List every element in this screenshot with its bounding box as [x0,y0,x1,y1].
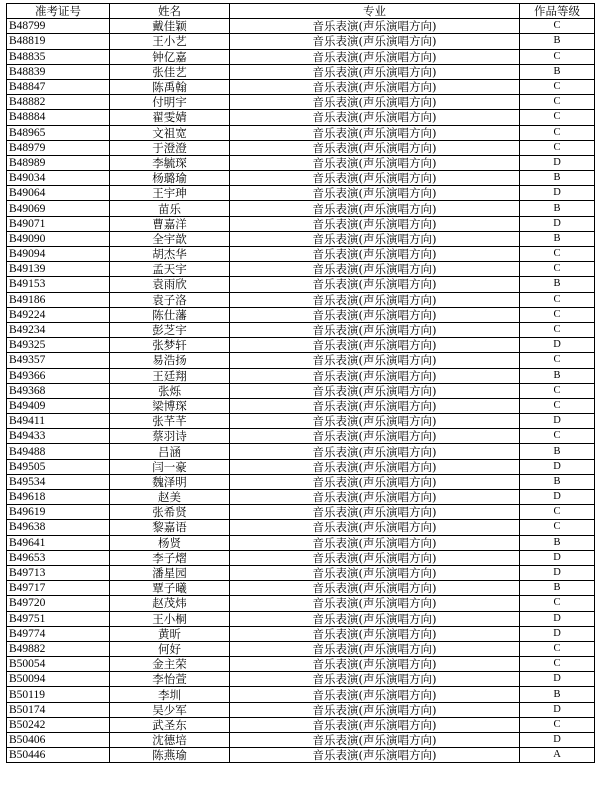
grade-cell: C [520,140,595,155]
exam-id-cell: B48989 [7,155,110,170]
major-cell: 音乐表演(声乐演唱方向) [230,292,520,307]
exam-id-cell: B49224 [7,307,110,322]
table-row [7,596,595,611]
table-row [7,672,595,687]
exam-id-cell: B48884 [7,110,110,125]
table-row [7,581,595,596]
name-cell: 吴少军 [110,702,230,717]
table-row [7,231,595,246]
exam-id-cell: B49069 [7,201,110,216]
name-cell: 魏泽明 [110,474,230,489]
exam-id-cell: B49090 [7,231,110,246]
grade-cell: C [520,79,595,94]
name-cell: 武圣东 [110,717,230,732]
exam-id-cell: B49882 [7,641,110,656]
exam-id-cell: B49325 [7,338,110,353]
table-row [7,19,595,34]
grade-cell: C [520,429,595,444]
major-cell: 音乐表演(声乐演唱方向) [230,581,520,596]
header-exam-id: 准考证号 [7,4,110,19]
exam-id-cell: B49534 [7,474,110,489]
name-cell: 王小艺 [110,34,230,49]
major-cell: 音乐表演(声乐演唱方向) [230,687,520,702]
major-cell: 音乐表演(声乐演唱方向) [230,262,520,277]
major-cell: 音乐表演(声乐演唱方向) [230,201,520,216]
header-row [7,4,595,19]
exam-id-cell: B49064 [7,186,110,201]
grade-cell: B [520,171,595,186]
table-row [7,171,595,186]
grade-cell: D [520,626,595,641]
exam-id-cell: B49713 [7,565,110,580]
exam-id-cell: B49411 [7,414,110,429]
major-cell: 音乐表演(声乐演唱方向) [230,565,520,580]
major-cell: 音乐表演(声乐演唱方向) [230,459,520,474]
major-cell: 音乐表演(声乐演唱方向) [230,64,520,79]
major-cell: 音乐表演(声乐演唱方向) [230,702,520,717]
table-row [7,474,595,489]
table-row [7,155,595,170]
grade-cell: B [520,64,595,79]
name-cell: 袁子洛 [110,292,230,307]
name-cell: 何好 [110,641,230,656]
major-cell: 音乐表演(声乐演唱方向) [230,338,520,353]
table-row [7,429,595,444]
results-table [6,3,595,763]
grade-cell: B [520,231,595,246]
major-cell: 音乐表演(声乐演唱方向) [230,49,520,64]
table-row [7,125,595,140]
table-row [7,368,595,383]
major-cell: 音乐表演(声乐演唱方向) [230,672,520,687]
exam-id-cell: B48847 [7,79,110,94]
table-row [7,353,595,368]
name-cell: 李毓琛 [110,155,230,170]
name-cell: 彭芝宇 [110,322,230,337]
major-cell: 音乐表演(声乐演唱方向) [230,307,520,322]
name-cell: 翟雯婧 [110,110,230,125]
name-cell: 赵美 [110,490,230,505]
major-cell: 音乐表演(声乐演唱方向) [230,155,520,170]
major-cell: 音乐表演(声乐演唱方向) [230,611,520,626]
major-cell: 音乐表演(声乐演唱方向) [230,748,520,763]
exam-id-cell: B49139 [7,262,110,277]
header-major: 专业 [230,4,520,19]
name-cell: 全宇歆 [110,231,230,246]
header-name: 姓名 [110,4,230,19]
exam-id-cell: B50406 [7,733,110,748]
table-row [7,611,595,626]
exam-id-cell: B49638 [7,520,110,535]
table-row [7,550,595,565]
major-cell: 音乐表演(声乐演唱方向) [230,353,520,368]
grade-cell: C [520,353,595,368]
grade-cell: D [520,733,595,748]
table-row [7,702,595,717]
name-cell: 覃子曦 [110,581,230,596]
grade-cell: D [520,672,595,687]
table-row [7,657,595,672]
name-cell: 李子熠 [110,550,230,565]
table-row [7,641,595,656]
major-cell: 音乐表演(声乐演唱方向) [230,641,520,656]
exam-id-cell: B50446 [7,748,110,763]
exam-id-cell: B49153 [7,277,110,292]
table-row [7,717,595,732]
major-cell: 音乐表演(声乐演唱方向) [230,550,520,565]
table-row [7,626,595,641]
name-cell: 张烁 [110,383,230,398]
name-cell: 陈仕藩 [110,307,230,322]
header-grade: 作品等级 [520,4,595,19]
exam-id-cell: B49368 [7,383,110,398]
major-cell: 音乐表演(声乐演唱方向) [230,186,520,201]
table-row [7,201,595,216]
grade-cell: C [520,19,595,34]
name-cell: 杨贤 [110,535,230,550]
table-row [7,247,595,262]
exam-id-cell: B49433 [7,429,110,444]
exam-id-cell: B49774 [7,626,110,641]
name-cell: 王宇珅 [110,186,230,201]
major-cell: 音乐表演(声乐演唱方向) [230,140,520,155]
exam-id-cell: B49653 [7,550,110,565]
exam-id-cell: B48799 [7,19,110,34]
exam-id-cell: B49488 [7,444,110,459]
table-row [7,262,595,277]
exam-id-cell: B48965 [7,125,110,140]
grade-cell: B [520,444,595,459]
grade-cell: D [520,611,595,626]
major-cell: 音乐表演(声乐演唱方向) [230,717,520,732]
grade-cell: D [520,216,595,231]
name-cell: 蔡羽诗 [110,429,230,444]
grade-cell: C [520,657,595,672]
table-row [7,34,595,49]
grade-cell: D [520,490,595,505]
major-cell: 音乐表演(声乐演唱方向) [230,95,520,110]
name-cell: 张芊芊 [110,414,230,429]
major-cell: 音乐表演(声乐演唱方向) [230,216,520,231]
major-cell: 音乐表演(声乐演唱方向) [230,474,520,489]
name-cell: 梁博琛 [110,398,230,413]
major-cell: 音乐表演(声乐演唱方向) [230,444,520,459]
exam-id-cell: B49094 [7,247,110,262]
name-cell: 沈德培 [110,733,230,748]
table-row [7,140,595,155]
exam-id-cell: B49366 [7,368,110,383]
table-row [7,414,595,429]
exam-id-cell: B49234 [7,322,110,337]
grade-cell: C [520,596,595,611]
name-cell: 付明宇 [110,95,230,110]
name-cell: 于澄澄 [110,140,230,155]
grade-cell: C [520,505,595,520]
table-row [7,748,595,763]
grade-cell: D [520,702,595,717]
name-cell: 苗乐 [110,201,230,216]
name-cell: 文祖宽 [110,125,230,140]
grade-cell: D [520,186,595,201]
exam-id-cell: B49717 [7,581,110,596]
major-cell: 音乐表演(声乐演唱方向) [230,19,520,34]
table-body [7,19,595,763]
table-row [7,49,595,64]
name-cell: 杨璐瑜 [110,171,230,186]
name-cell: 闫一豪 [110,459,230,474]
exam-id-cell: B49505 [7,459,110,474]
exam-id-cell: B50174 [7,702,110,717]
exam-id-cell: B49641 [7,535,110,550]
table-row [7,459,595,474]
name-cell: 王小桐 [110,611,230,626]
exam-id-cell: B50054 [7,657,110,672]
major-cell: 音乐表演(声乐演唱方向) [230,657,520,672]
table-row [7,444,595,459]
table-row [7,383,595,398]
grade-cell: B [520,277,595,292]
grade-cell: A [520,748,595,763]
grade-cell: C [520,247,595,262]
table-row [7,277,595,292]
exam-id-cell: B49619 [7,505,110,520]
grade-cell: C [520,110,595,125]
major-cell: 音乐表演(声乐演唱方向) [230,520,520,535]
grade-cell: C [520,262,595,277]
name-cell: 潘星园 [110,565,230,580]
exam-id-cell: B48839 [7,64,110,79]
grade-cell: D [520,155,595,170]
table-row [7,733,595,748]
grade-cell: B [520,474,595,489]
major-cell: 音乐表演(声乐演唱方向) [230,368,520,383]
table-row [7,505,595,520]
table-header [7,4,595,19]
grade-cell: B [520,368,595,383]
exam-id-cell: B50119 [7,687,110,702]
grade-cell: D [520,338,595,353]
grade-cell: D [520,414,595,429]
name-cell: 张梦轩 [110,338,230,353]
major-cell: 音乐表演(声乐演唱方向) [230,171,520,186]
grade-cell: B [520,581,595,596]
table-row [7,79,595,94]
grade-cell: B [520,535,595,550]
grade-cell: C [520,717,595,732]
major-cell: 音乐表演(声乐演唱方向) [230,429,520,444]
exam-id-cell: B48979 [7,140,110,155]
exam-id-cell: B50094 [7,672,110,687]
table-row [7,216,595,231]
exam-id-cell: B49034 [7,171,110,186]
exam-id-cell: B49720 [7,596,110,611]
name-cell: 陈禹翰 [110,79,230,94]
table-row [7,95,595,110]
name-cell: 易浩扬 [110,353,230,368]
name-cell: 黄昕 [110,626,230,641]
major-cell: 音乐表演(声乐演唱方向) [230,490,520,505]
table-row [7,398,595,413]
grade-cell: D [520,565,595,580]
major-cell: 音乐表演(声乐演唱方向) [230,247,520,262]
name-cell: 张佳艺 [110,64,230,79]
exam-id-cell: B48835 [7,49,110,64]
name-cell: 钟亿嘉 [110,49,230,64]
major-cell: 音乐表演(声乐演唱方向) [230,398,520,413]
exam-id-cell: B49618 [7,490,110,505]
grade-cell: B [520,687,595,702]
table-row [7,292,595,307]
major-cell: 音乐表演(声乐演唱方向) [230,733,520,748]
major-cell: 音乐表演(声乐演唱方向) [230,125,520,140]
name-cell: 戴佳颖 [110,19,230,34]
table-row [7,490,595,505]
major-cell: 音乐表演(声乐演唱方向) [230,110,520,125]
name-cell: 黎嘉语 [110,520,230,535]
table-row [7,535,595,550]
major-cell: 音乐表演(声乐演唱方向) [230,383,520,398]
table-row [7,565,595,580]
grade-cell: C [520,398,595,413]
grade-cell: C [520,383,595,398]
table-row [7,186,595,201]
major-cell: 音乐表演(声乐演唱方向) [230,414,520,429]
grade-cell: B [520,34,595,49]
exam-id-cell: B49409 [7,398,110,413]
table-row [7,110,595,125]
name-cell: 金主荣 [110,657,230,672]
name-cell: 李怡萱 [110,672,230,687]
exam-id-cell: B50242 [7,717,110,732]
major-cell: 音乐表演(声乐演唱方向) [230,277,520,292]
name-cell: 曹嘉洋 [110,216,230,231]
grade-cell: C [520,322,595,337]
major-cell: 音乐表演(声乐演唱方向) [230,34,520,49]
grade-cell: C [520,49,595,64]
name-cell: 袁雨欣 [110,277,230,292]
exam-id-cell: B48882 [7,95,110,110]
exam-id-cell: B49186 [7,292,110,307]
name-cell: 李圳 [110,687,230,702]
table-row [7,64,595,79]
name-cell: 吕涵 [110,444,230,459]
exam-id-cell: B49751 [7,611,110,626]
exam-id-cell: B49071 [7,216,110,231]
exam-id-cell: B48819 [7,34,110,49]
table-row [7,520,595,535]
grade-cell: C [520,641,595,656]
grade-cell: C [520,520,595,535]
grade-cell: C [520,95,595,110]
major-cell: 音乐表演(声乐演唱方向) [230,626,520,641]
major-cell: 音乐表演(声乐演唱方向) [230,596,520,611]
table-row [7,307,595,322]
name-cell: 赵茂炜 [110,596,230,611]
name-cell: 孟天宇 [110,262,230,277]
major-cell: 音乐表演(声乐演唱方向) [230,79,520,94]
table-row [7,338,595,353]
major-cell: 音乐表演(声乐演唱方向) [230,505,520,520]
name-cell: 胡杰华 [110,247,230,262]
major-cell: 音乐表演(声乐演唱方向) [230,535,520,550]
table-row [7,322,595,337]
major-cell: 音乐表演(声乐演唱方向) [230,322,520,337]
exam-id-cell: B49357 [7,353,110,368]
grade-cell: B [520,201,595,216]
grade-cell: C [520,292,595,307]
grade-cell: C [520,125,595,140]
grade-cell: D [520,550,595,565]
major-cell: 音乐表演(声乐演唱方向) [230,231,520,246]
table-row [7,687,595,702]
name-cell: 王廷翔 [110,368,230,383]
grade-cell: C [520,307,595,322]
name-cell: 张希贤 [110,505,230,520]
name-cell: 陈燕瑜 [110,748,230,763]
grade-cell: D [520,459,595,474]
